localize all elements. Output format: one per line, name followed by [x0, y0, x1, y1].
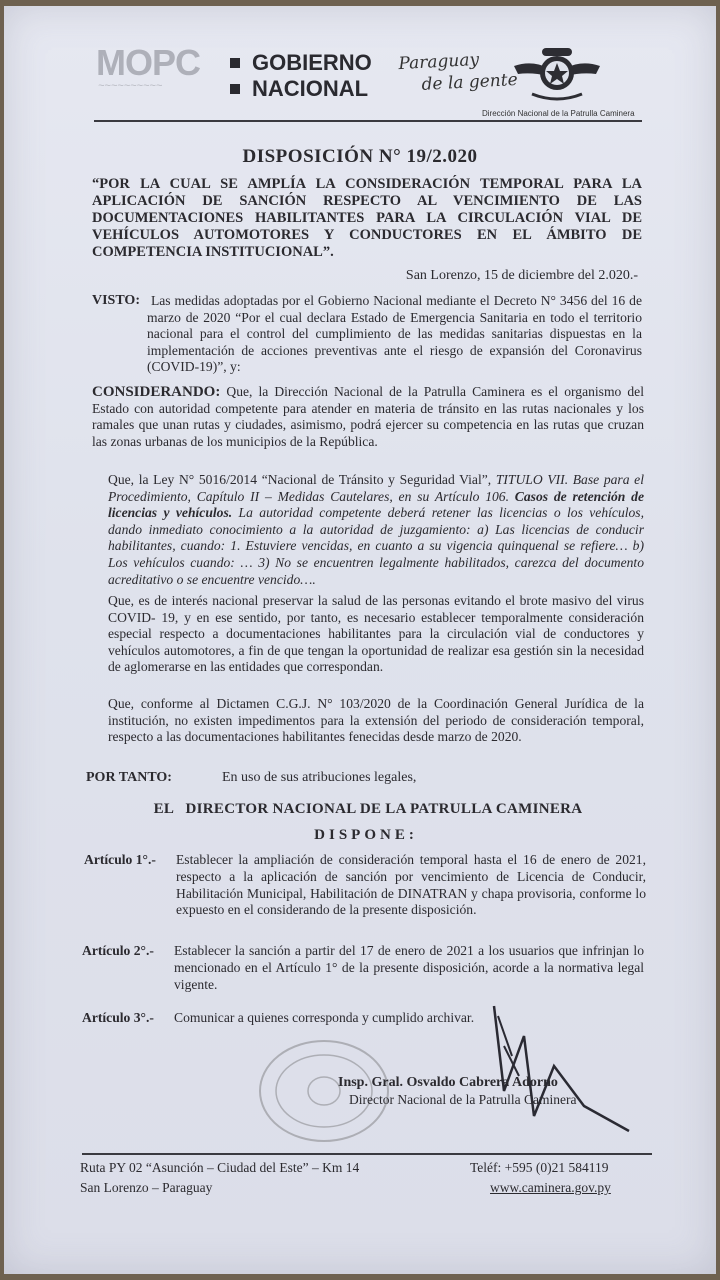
- dnpc-label: Dirección Nacional de la Patrulla Caminera: [482, 109, 635, 118]
- handwritten-signature-icon: [464, 996, 634, 1136]
- dispone-heading: DISPONE:: [314, 827, 418, 843]
- article-label: Artículo 3°.-: [82, 1010, 154, 1025]
- article-2: [82, 943, 646, 997]
- footer-website-link[interactable]: www.caminera.gov.py: [490, 1180, 611, 1195]
- article-label: Artículo 2°.-: [82, 943, 154, 958]
- footer-address: Ruta PY 02 “Asunción – Ciudad del Este” – Km 14 San Lorenzo – Paraguay: [80, 1160, 360, 1195]
- document-date: San Lorenzo, 15 de diciembre del 2.020.-: [405, 268, 638, 283]
- square-bullet-icon: [230, 58, 240, 68]
- document-title: DISPOSICIÓN N° 19/2.020: [242, 146, 478, 167]
- article-1: [84, 852, 646, 932]
- visto-label: VISTO:: [92, 293, 140, 308]
- footer-phone: Teléf: +595 (0)21 584119: [470, 1160, 609, 1175]
- document-page: [4, 6, 716, 1274]
- article-text: Establecer la sanción a partir del 17 de enero de 2021 a los usuarios que infrinjan lo mencionado en el Artículo 1° de la presente disposición, acorde a la normativa legal vigente.: [174, 943, 644, 992]
- letterhead: [4, 6, 716, 126]
- considerando-paragraph-4: Que, conforme al Dictamen C.G.J. N° 103/2020 de la Coordinación General Jurídica de la institución, no existen impedimentos para la extensión del periodo de consideración temporal, respecto a las documentaciones habilitantes fenecidas desde marzo de 2020.: [108, 696, 644, 745]
- considerando-paragraph-2: Que, la Ley N° 5016/2014 “Nacional de Tránsito y Seguridad Vial”, TITULO VII. Base para el Procedimiento, Capítulo II – Medidas Cautelares, en su Artículo 106. Casos de retención de licencias y vehículos. La autoridad competente deberá retener las licencias o los vehículos, dando inmediato conocimiento a la autoridad de juzgamiento: a) Las licencias de conducir habilitantes, cuando: 1. Estuviere vencidas, en cuanto a su vigencia quinquenal se refiere… b) Los vehículos cuando: … 3) No se encuentren legalmente habilitados, carezca del documento acreditativo o se encuentre vencido….: [108, 472, 644, 587]
- mopc-logo-tagline: ~~~~~~~~~~: [98, 80, 163, 92]
- considerando-paragraph-1: CONSIDERANDO: Que, la Dirección Nacional de la Patrulla Caminera es el organismo del Estado con autoridad competente para atender en materia de tránsito en las rutas nacionales y los ramales que unan rutas y ciudades, asimismo, podrá ejercer su competencia en las rutas que cruzan las zonas urbanas de los municipios de la República.: [92, 384, 644, 449]
- footer-divider: [82, 1153, 652, 1155]
- official-seal-icon: [254, 1036, 394, 1146]
- por-tanto-label: POR TANTO:: [86, 770, 172, 785]
- footer-contact: [470, 1158, 611, 1198]
- director-heading: EL DIRECTOR NACIONAL DE LA PATRULLA CAMINERA: [153, 801, 583, 817]
- considerando-label: CONSIDERANDO:: [92, 384, 221, 400]
- por-tanto: [86, 770, 416, 786]
- article-label: Artículo 1°.-: [84, 852, 156, 867]
- por-tanto-text: En uso de sus atribuciones legales,: [222, 770, 417, 785]
- signer-name: Insp. Gral. Osvaldo Cabrera Adorno: [338, 1075, 558, 1090]
- article-text: Establecer la ampliación de consideración temporal hasta el 16 de enero de 2021, respecto a la aplicación de sanción por vencimiento de Licencia de Conducir, Habilitación Municipal, Habilitación de DINATRAN y chapa provisoria, conforme lo expuesto en el considerando de la presente disposición.: [176, 852, 646, 918]
- gobierno-nacional-logo: GOBIERNO NACIONAL: [230, 50, 372, 102]
- header-divider: [94, 120, 642, 122]
- patrulla-caminera-emblem-icon: [512, 42, 602, 104]
- considerando-paragraph-3: Que, es de interés nacional preservar la salud de las personas evitando el brote masivo del virus COVID- 19, y en ese sentido, por tanto, es necesario establecer temporalmente consideración especial respecto a documentaciones habilitantes para la circulación vial de conductores y vehículos automotores, a fin de que tengan la oportunidad de realizar esa gestión sin la necesidad de aglomerarse en las entidades que correspondan.: [108, 593, 644, 675]
- signer-title: Director Nacional de la Patrulla Caminera: [349, 1092, 577, 1107]
- mopc-logo: MOPC: [96, 42, 200, 83]
- visto-text: Las medidas adoptadas por el Gobierno Nacional mediante el Decreto N° 3456 del 16 de marzo de 2020 “Por el cual declara Estado de Emergencia Sanitaria en todo el territorio nacional para el control del cumplimiento de las medidas sanitarias dispuestas en la implementación de acciones preventivas ante el riesgo de expansión del Coronavirus (COVID-19)”, y:: [147, 293, 642, 375]
- article-text: Comunicar a quienes corresponda y cumplido archivar.: [174, 1010, 475, 1025]
- paraguay-de-la-gente-logo: Paraguay de la gente: [397, 49, 519, 95]
- square-bullet-icon: [230, 84, 240, 94]
- document-subject: “POR LA CUAL SE AMPLÍA LA CONSIDERACIÓN TEMPORAL PARA LA APLICACIÓN DE SANCIÓN RESPECTO AL VENCIMIENTO DE LAS DOCUMENTACIONES HABILITANTES PARA LA CIRCULACIÓN VIAL DE VEHÍCULOS AUTOMOTORES Y CONDUCTORES EN EL ÁMBITO DE COMPETENCIA INSTITUCIONAL”.: [92, 176, 642, 260]
